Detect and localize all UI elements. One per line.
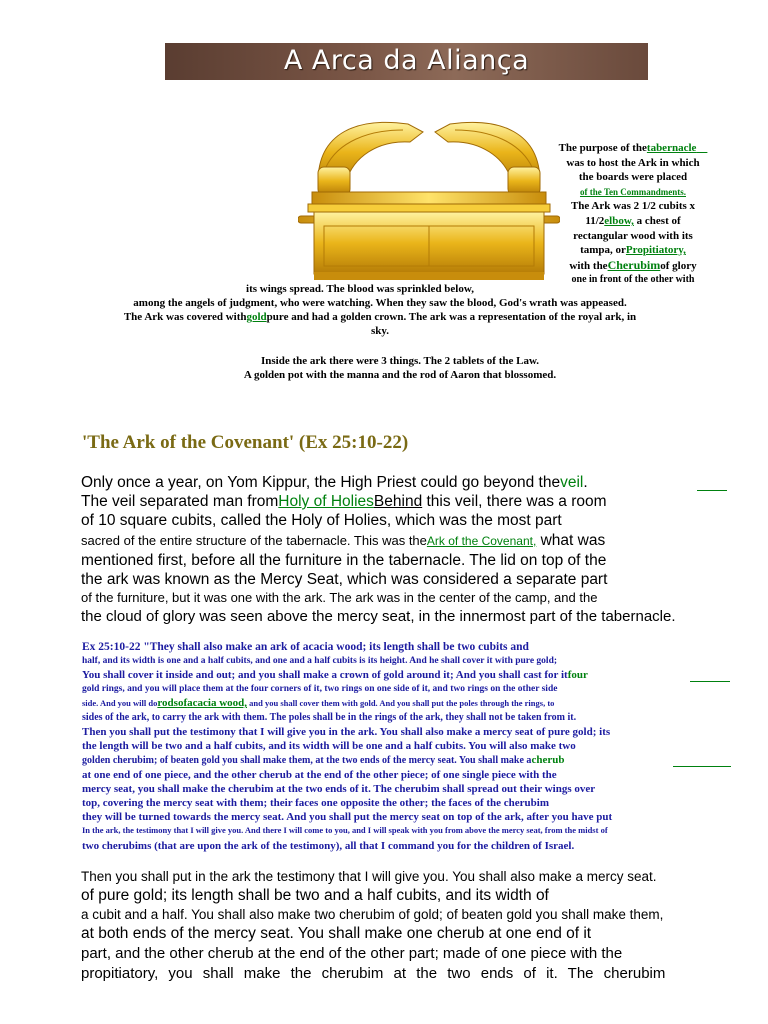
tabernacle-link[interactable]: tabernacle <box>646 142 697 154</box>
intro-line: The Ark was covered withgoldpure and had a golden crown. The ark was a representation of the royal ark, in <box>123 311 637 323</box>
paragraph-1: Only once a year, on Yom Kippur, the High Priest could go beyond theveil. The veil separated man fromHoly of HoliesBehind this veil, there was a room of 10 square cubits, called the Holy of Holies, which was the most part sacred of the entire structure of the tabernacle. This was theArk of the Covenant, what was mentioned first, before all the furniture in the tabernacle. The lid on top of the the ark was known as the Mercy Seat, which was considered a separate part of the furniture, but it was one with the ark. The ark was in the center of the camp, and the the cloud of glory was seen above the mercy seat, in the innermost part of the tabernacle. <box>81 474 676 625</box>
rods-link[interactable]: rods <box>157 697 178 709</box>
propitiatory-link[interactable]: Propitiatory, <box>625 244 686 257</box>
elbow-link[interactable]: elbow, <box>604 214 634 227</box>
blank-line <box>697 489 727 491</box>
banner-title: A Arca da Aliança <box>283 45 530 76</box>
side-text: tampa, or <box>580 244 626 257</box>
four-link[interactable]: four <box>567 669 588 681</box>
blank-line <box>673 765 731 767</box>
section-heading: 'The Ark of the Covenant' (Ex 25:10-22) <box>82 432 409 453</box>
side-text: of glory <box>660 259 697 272</box>
cherubim-link[interactable]: Cherubim <box>607 257 661 272</box>
side-text: The Ark was 2 1/2 cubits x <box>570 200 696 213</box>
scripture-passage: Ex 25:10-22 "They shall also make an ark of acacia wood; its length shall be two cubits and half, and its width is one and a half cubits, and one and a half cubits is its height. And he shall cover it with pure gold; You shall cover it inside and out; and you shall make a crown of gold around it; And you shall cast for itfour gold rings, and you will place them at the four corners of it, two rings on one side of it, and two rings on the other side side. And you will dorodsofacacia wood, and you shall cover them with gold. And you shall put the poles through the rings, to sides of the ark, to carry the ark with them. The poles shall be in the rings of the ark, they shall not be taken from it. Then you shall put the testimony that I will give you in the ark. You shall also make a mercy seat of pure gold; its the length will be two and a half cubits, and its width will be one and a half cubits. You will also make two golden cherubim; of beaten gold you shall make them, at the two ends of the mercy seat. You shall make acherub at one end of one piece, and the other cherub at the end of the other piece; of one single piece with the mercy seat, you shall make the cherubim at the two ends of it. The cherubim shall spread out their wings over top, covering the mercy seat with them; their faces one opposite the other; the faces of the cherubim they will be turned towards the mercy seat. And you shall put the mercy seat on top of the ark, after you have put In the ark, the testimony that I will give you. And there I will come to you, and I will speak with you from above the mercy seat, from the midst of two cherubims (that are upon the ark of the testimony), all that I command you for the children of Israel. <box>82 641 613 852</box>
veil-link[interactable]: veil <box>560 474 584 491</box>
title-banner <box>165 43 648 80</box>
intro-line: A golden pot with the manna and the rod of Aaron that blossomed. <box>243 369 557 381</box>
blank-line <box>690 680 730 682</box>
side-text: one in front of the other with <box>571 274 695 286</box>
ten-commandments-link[interactable]: of the Ten Commandments. <box>579 186 686 197</box>
intro-line: Inside the ark there were 3 things. The 2 tablets of the Law. <box>260 355 540 367</box>
ark-of-covenant-link[interactable]: Ark of the Covenant, <box>426 534 537 548</box>
side-text: 11/2 <box>585 214 605 227</box>
intro-line: among the angels of judgment, who were watching. When they saw the blood, God's wrath was appeased. <box>133 297 627 309</box>
paragraph-2: Then you shall put in the ark the testimony that I will give you. You shall also make a mercy seat. of pure gold; its length shall be two and a half cubits, and its width of a cubit and a half. You shall also make two cherubim of gold; of beaten gold you shall make them, at both ends of the mercy seat. You shall make one cherub at one end of it part, and the other cherub at the end of the other part; made of one piece with the propitiatory, you shall make the cherubim at the two ends of it. The cherubim <box>81 869 666 982</box>
holy-of-holies-link[interactable]: Holy of Holies <box>278 493 374 510</box>
intro-line: sky. <box>370 325 390 337</box>
side-text: a chest of <box>633 214 681 227</box>
ark-of-covenant-illustration <box>298 112 560 282</box>
intro-line: its wings spread. The blood was sprinkled below, <box>246 283 474 295</box>
side-text: was to host the Ark in which <box>566 156 700 169</box>
side-text: The purpose of the <box>558 142 647 154</box>
side-text: the boards were placed <box>578 171 688 184</box>
side-text: rectangular wood with its <box>573 229 693 242</box>
gold-link[interactable]: gold <box>246 311 267 323</box>
cherub-link[interactable]: cherub <box>531 754 565 766</box>
acacia-wood-link[interactable]: acacia wood, <box>187 697 248 709</box>
side-description <box>548 141 718 288</box>
side-text: with the <box>569 259 608 272</box>
